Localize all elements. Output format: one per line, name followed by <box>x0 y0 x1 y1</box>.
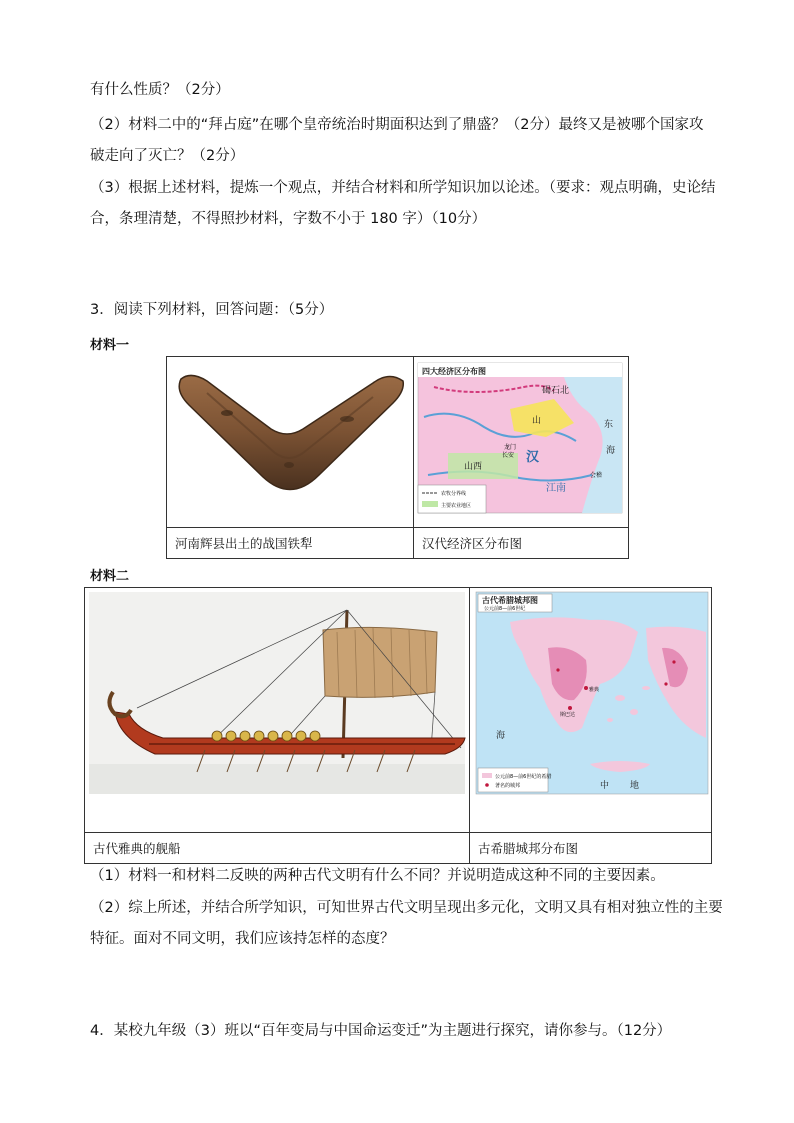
iron-plow-caption: 河南辉县出土的战国铁犁 <box>167 528 414 559</box>
han-map-legend-area: 主要农业地区 <box>441 503 472 509</box>
han-map-label-dong: 东 <box>604 420 614 430</box>
greek-map-caption: 古希腊城邦分布图 <box>470 833 712 864</box>
han-map-label-bei: 北 <box>560 386 570 396</box>
q2-line-1: 有什么性质？（2分） <box>90 82 230 98</box>
q2-line-2: （2）材料二中的“拜占庭”在哪个皇帝统治时期面积达到了鼎盛？（2分）最终又是被哪个国家攻 <box>90 117 704 133</box>
q2-line-4: （3）根据上述材料，提炼一个观点，并结合材料和所学知识加以论述。（要求：观点明确，史论结 <box>90 180 716 196</box>
han-map-label-jiangnan: 江南 <box>546 483 566 494</box>
han-map-label-han: 汉 <box>526 450 540 465</box>
greek-map-cell <box>470 588 712 833</box>
greek-map-label-hai: 海 <box>496 731 506 741</box>
q3-heading: 3．阅读下列材料，回答问题：（5分） <box>90 302 334 318</box>
q4-heading: 4．某校九年级（3）班以“百年变局与中国命运变迁”为主题进行探究，请你参与。（12分） <box>90 1023 672 1039</box>
q2-line-3: 破走向了灭亡？（2分） <box>90 148 245 164</box>
han-map-label-hai: 海 <box>606 446 616 456</box>
material-1-label: 材料一 <box>90 338 130 353</box>
athenian-ship-caption: 古代雅典的舰船 <box>85 833 470 864</box>
han-map-caption: 汉代经济区分布图 <box>414 528 629 559</box>
athenian-ship-image <box>85 588 469 828</box>
athenian-ship-cell <box>85 588 470 833</box>
iron-plow-image <box>167 357 413 523</box>
greek-map-label-sparta: 斯巴达 <box>560 712 576 718</box>
greek-map-label-di: 地 <box>630 781 640 791</box>
han-map-title: 四大经济区分布图 <box>422 367 486 376</box>
material-2-table <box>84 587 712 864</box>
han-map-label-changan: 长安 <box>502 452 515 459</box>
han-map-label-kuaiji: 会稽 <box>590 472 603 479</box>
greek-map-legend-city: 著名的城邦 <box>495 783 521 789</box>
greek-map-title: 古代希腊城邦图 <box>482 596 538 605</box>
material-2-label: 材料二 <box>90 569 130 584</box>
q3-sub-2-line-1: （2）综上所述，并结合所学知识，可知世界古代文明呈现出多元化，文明又具有相对独立性的主要 <box>90 900 723 916</box>
han-map-label-jieshi: 碣石 <box>542 386 561 396</box>
han-map-label-shan: 山 <box>532 416 542 426</box>
han-economic-map-cell <box>414 357 629 528</box>
han-map-label-shanxi: 山西 <box>464 462 483 472</box>
greek-map-subtitle: 公元前8—前6世纪 <box>484 606 526 612</box>
han-map-legend-line: 农牧分界线 <box>441 491 467 497</box>
q3-sub-2-line-2: 特征。面对不同文明，我们应该持怎样的态度？ <box>90 931 395 947</box>
han-map-label-longmen: 龙门 <box>504 444 517 451</box>
q3-sub-1: （1）材料一和材料二反映的两种古代文明有什么不同？并说明造成这种不同的主要因素。 <box>90 868 665 884</box>
greek-city-states-map <box>470 588 711 828</box>
han-economic-map <box>414 357 628 523</box>
greek-map-label-zhong: 中 <box>600 781 610 791</box>
q2-line-5: 合，条理清楚，不得照抄材料，字数不小于 180 字）（10分） <box>90 211 487 227</box>
iron-plow-cell <box>167 357 414 528</box>
greek-map-label-athens: 雅典 <box>589 687 600 693</box>
material-1-table <box>166 356 629 559</box>
greek-map-legend-area: 公元前8—前6世纪的希腊 <box>495 774 552 780</box>
